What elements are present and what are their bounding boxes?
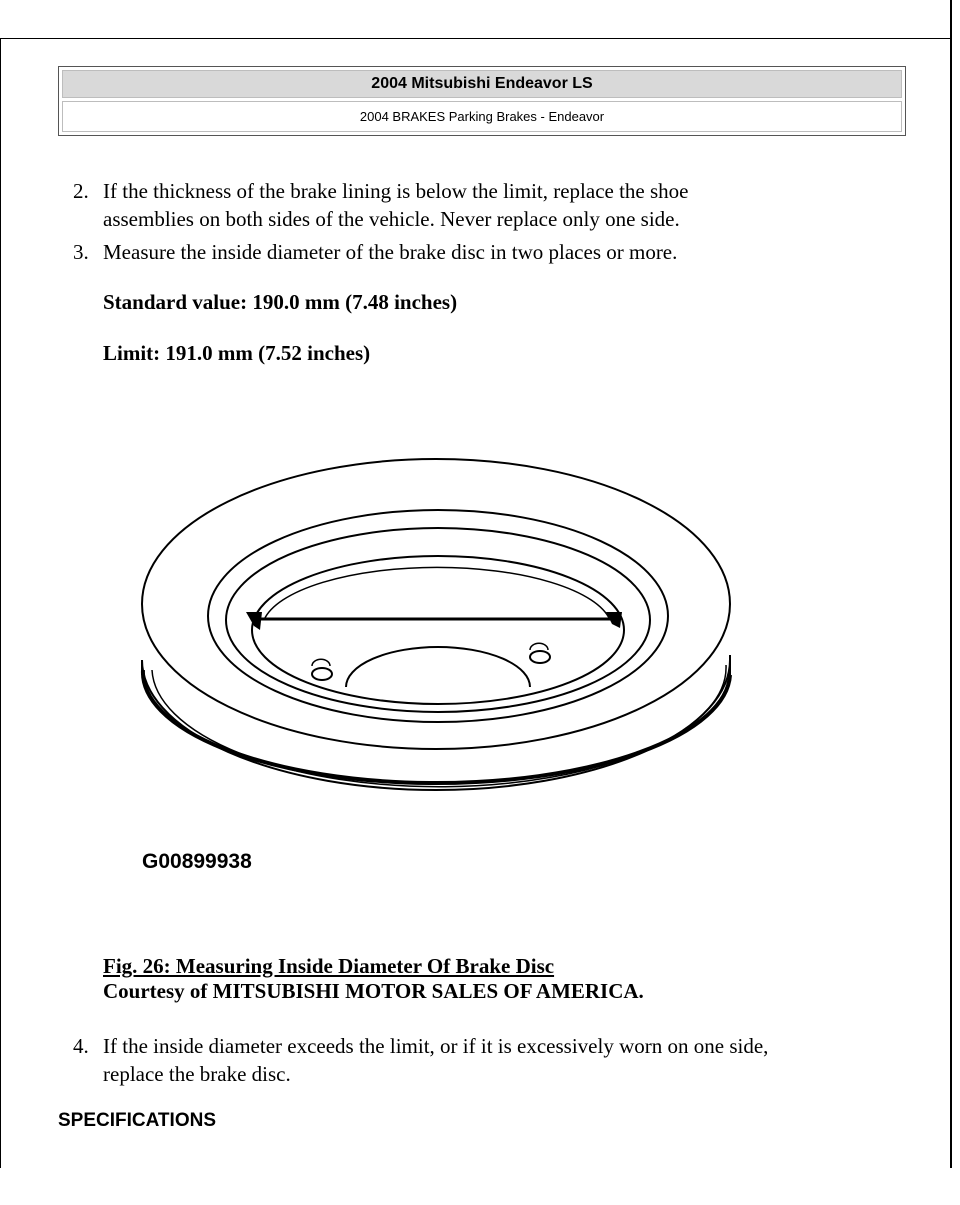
section-heading: SPECIFICATIONS	[58, 1110, 216, 1131]
brake-disc-figure	[130, 440, 750, 880]
page-frame-right	[950, 0, 952, 1168]
step-number: 4.	[73, 1034, 89, 1058]
standard-value: Standard value: 190.0 mm (7.48 inches)	[103, 290, 458, 314]
step-text: If the inside diameter exceeds the limit, or if it is excessively worn on one side, replace the brake disc.	[103, 1034, 769, 1086]
caption-courtesy: Courtesy of MITSUBISHI MOTOR SALES OF AMERICA.	[103, 979, 644, 1003]
figure-code: G00899938	[142, 850, 252, 873]
limit-value: Limit: 191.0 mm (7.52 inches)	[103, 341, 371, 365]
step-text: Measure the inside diameter of the brake disc in two places or more.	[103, 240, 678, 264]
page-frame-left	[0, 38, 1, 1168]
rotor-edge-line	[152, 665, 726, 787]
step-number: 2.	[73, 179, 89, 203]
rotor-shadow-band	[143, 670, 730, 783]
section-subtitle: 2004 BRAKES Parking Brakes - Endeavor	[62, 101, 902, 132]
stud-hole-shadow	[530, 643, 548, 650]
gauge-left-tip	[246, 612, 262, 630]
page-frame-top	[0, 38, 951, 39]
rotor-inner-rim	[208, 510, 668, 722]
stud-hole	[312, 668, 332, 680]
vehicle-title: 2004 Mitsubishi Endeavor LS	[62, 70, 902, 98]
stud-hole	[530, 651, 550, 663]
hub-bore	[346, 647, 530, 687]
hat-inner-edge	[252, 556, 624, 704]
step-text: If the thickness of the brake lining is below the limit, replace the shoe assemblies on both sides of the vehicle. Never replace only one side.	[103, 179, 689, 231]
step-number: 3.	[73, 240, 89, 264]
stud-hole-shadow	[312, 659, 330, 666]
figure-caption	[103, 954, 644, 1004]
document-header	[58, 66, 906, 136]
hat-back-wall	[264, 567, 610, 620]
rotor-bottom-outline	[142, 660, 730, 790]
caption-title: Fig. 26: Measuring Inside Diameter Of Brake Disc	[103, 954, 555, 978]
